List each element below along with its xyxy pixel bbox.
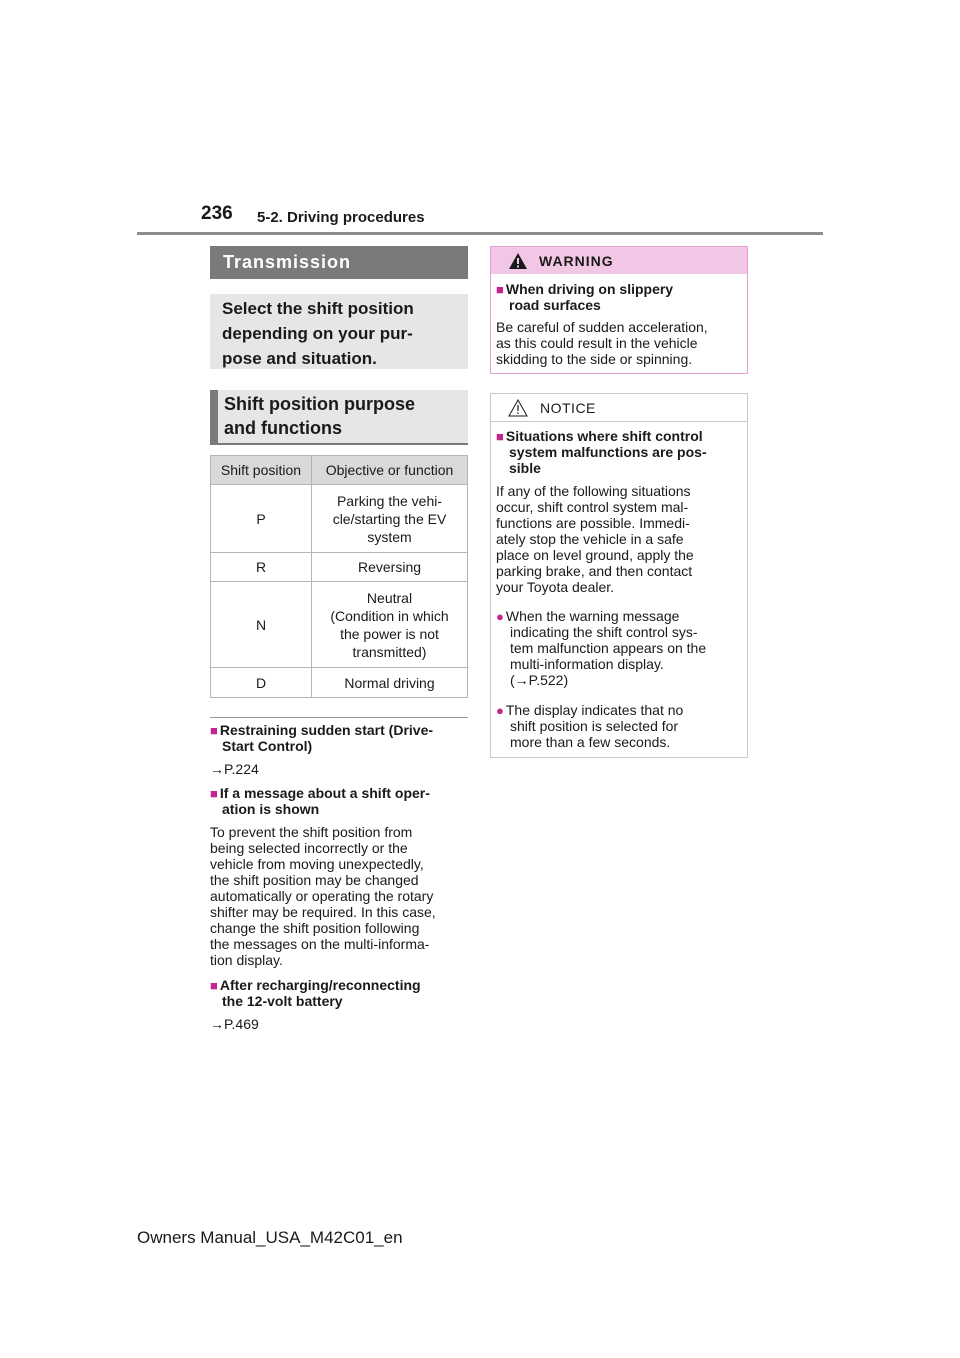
body-line: your Toyota dealer. (496, 579, 615, 595)
body-line: Be careful of sudden acceleration, (496, 319, 708, 335)
intro-line: Select the shift position (222, 299, 414, 318)
table-row (211, 668, 468, 698)
body-line: ately stop the vehicle in a safe (496, 531, 684, 547)
notice-title-line: system malfunctions are pos- (509, 444, 707, 460)
section-title: 5-2. Driving procedures (257, 209, 425, 226)
body-line: tion display. (210, 952, 283, 968)
function-cell (312, 485, 468, 553)
shift-message-title (210, 785, 430, 802)
warning-label: WARNING (539, 253, 614, 269)
table-header-row (211, 456, 468, 485)
shift-message-title-line: If a message about a shift oper- (219, 785, 430, 801)
shift-position-cell: D (211, 668, 312, 698)
square-bullet-icon: ■ (210, 978, 218, 993)
body-line: the shift position may be changed (210, 872, 419, 888)
section-divider (210, 717, 468, 718)
notice-title (496, 428, 703, 445)
warning-title-line: When driving on slippery (505, 281, 674, 297)
function-line: Parking the vehi- (336, 492, 443, 509)
page-reference-link[interactable]: P.224 (224, 761, 259, 777)
purpose-heading (210, 390, 468, 445)
warning-triangle-icon (508, 252, 528, 270)
column-header-shift-position: Shift position (211, 456, 312, 485)
table-row (211, 553, 468, 582)
bullet-line: The display indicates that no (505, 702, 684, 718)
round-bullet-icon: ● (496, 703, 504, 718)
page-number: 236 (201, 203, 233, 224)
notice-bullet-1 (496, 608, 679, 625)
notice-label: NOTICE (540, 400, 596, 416)
function-line: transmitted) (352, 643, 427, 660)
bullet-line: indicating the shift control sys- (510, 624, 698, 640)
intro-line: depending on your pur- (222, 324, 413, 343)
body-line: automatically or operating the rotary (210, 888, 434, 904)
arrow-icon: → (514, 672, 529, 688)
recharging-title (210, 977, 421, 994)
shift-position-cell: P (211, 485, 312, 553)
page-reference-link[interactable]: P.469 (224, 1016, 259, 1032)
warning-body (496, 319, 708, 367)
warning-header (491, 247, 747, 274)
function-line: system (367, 528, 412, 545)
body-line: shifter may be required. In this case, (210, 904, 436, 920)
footer-text: Owners Manual_USA_M42C01_en (137, 1228, 403, 1247)
function-line: the power is not (340, 625, 439, 642)
bullet-ref-line: (→P.522) (510, 672, 569, 688)
body-line: change the shift position following (210, 920, 420, 936)
notice-bullet-2 (496, 702, 683, 719)
body-line: being selected incorrectly or the (210, 840, 408, 856)
table-row (211, 582, 468, 668)
table-row (211, 485, 468, 553)
bullet-line: When the warning message (505, 608, 680, 624)
bullet-line: tem malfunction appears on the (510, 640, 707, 656)
shift-message-title-line: ation is shown (222, 801, 320, 817)
recharging-ref (210, 1016, 259, 1032)
recharging-title-line: the 12-volt battery (222, 993, 343, 1009)
function-line: cle/starting the EV (332, 510, 447, 527)
shift-position-cell: R (211, 553, 312, 582)
square-bullet-icon: ■ (496, 429, 504, 444)
body-line: To prevent the shift position from (210, 824, 413, 840)
body-line: If any of the following situations (496, 483, 691, 499)
column-header-objective: Objective or function (312, 456, 468, 485)
notice-body (496, 483, 694, 595)
notice-header-divider (491, 421, 747, 422)
intro-line: pose and situation. (222, 349, 377, 368)
round-bullet-icon: ● (496, 609, 504, 624)
restraining-title-line: Restraining sudden start (Drive- (219, 722, 434, 738)
shift-position-table (210, 455, 468, 698)
intro-box (210, 294, 468, 369)
function-line: (Condition in which (330, 607, 449, 624)
page-reference-link[interactable]: P.522 (528, 672, 564, 688)
restraining-title (210, 722, 433, 739)
shift-position-cell: N (211, 582, 312, 668)
bullet-line: shift position is selected for (510, 718, 679, 734)
restraining-ref (210, 761, 259, 777)
arrow-icon: → (210, 761, 224, 777)
body-line: as this could result in the vehicle (496, 335, 698, 351)
body-line: skidding to the side or spinning. (496, 351, 693, 367)
shift-message-body (210, 824, 436, 968)
purpose-heading-line: Shift position purpose (224, 394, 415, 414)
body-line: place on level ground, apply the (496, 547, 694, 563)
arrow-icon: → (210, 1016, 224, 1032)
notice-title-line: sible (509, 460, 541, 476)
notice-title-line: Situations where shift control (505, 428, 703, 444)
notice-bullet-1-cont (510, 624, 706, 688)
square-bullet-icon: ■ (210, 723, 218, 738)
function-cell: Normal driving (312, 668, 468, 698)
body-line: the messages on the multi-informa- (210, 936, 430, 952)
bullet-line: multi-information display. (510, 656, 664, 672)
function-cell: Reversing (312, 553, 468, 582)
recharging-title-line: After recharging/reconnecting (219, 977, 421, 993)
body-line: occur, shift control system mal- (496, 499, 689, 515)
header-divider (137, 232, 823, 235)
warning-title (496, 281, 673, 298)
transmission-heading-text: Transmission (223, 252, 352, 272)
body-line: vehicle from moving unexpectedly, (210, 856, 424, 872)
notice-triangle-icon (508, 399, 528, 417)
warning-title-line: road surfaces (509, 297, 601, 313)
notice-bullet-2-cont (510, 718, 678, 750)
body-line: parking brake, and then contact (496, 563, 693, 579)
bullet-line: more than a few seconds. (510, 734, 671, 750)
restraining-title-line: Start Control) (222, 738, 313, 754)
square-bullet-icon: ■ (210, 786, 218, 801)
transmission-heading (210, 246, 468, 279)
body-line: functions are possible. Immedi- (496, 515, 690, 531)
function-line: Neutral (366, 589, 413, 606)
purpose-heading-line: and functions (224, 418, 342, 438)
square-bullet-icon: ■ (496, 282, 504, 297)
function-cell (312, 582, 468, 668)
